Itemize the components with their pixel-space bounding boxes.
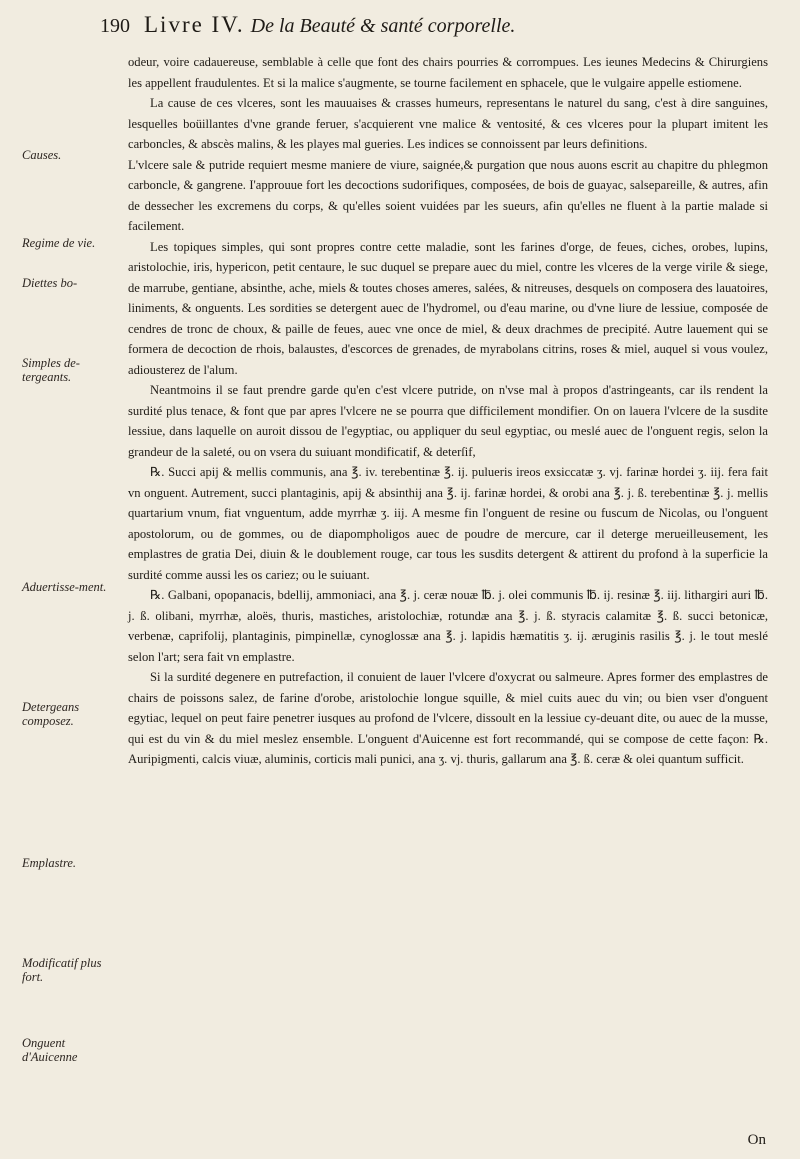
paragraph: ℞. Galbani, opopanacis, bdellij, ammoniaci, ana ℥. j. ceræ nouæ ℔. j. olei communis ℔. ij. resinæ ℥. iij. lithargiri auri ℔. j. ß. olibani, myrrhæ, aloës, thuris, mastiches, aristolochiæ, rotundæ ana ℥. j. ß. styracis calamitæ ℥. ß. succi betonicæ, verbenæ, caprifolij, plantaginis, pimpinellæ, cynoglossæ ana ℥. j. lapidis hæmatitis ʒ. ij. æruginis rasilis ℥. j. le tout meslé selon l'art; sera fait vn emplastre. [128,588,768,664]
paragraph: Neantmoins il se faut prendre garde qu'en c'est vlcere putride, on n'vse mal à propos d'astringeants, car ils rendent la surdité plus tenace, & font que par apres l'vlcere ne se pourra que difficilement mondifier. On on lauera l'vlcere de la susdite lessiue, dans laquelle on auroit dissou de l'egyptiac, ou appliquer du seul egyptiac, ou meslé auec de l'onguent regis, selon la grandeur de la saleté, ou on vsera du suiuant mondificatif, & deterſif, [128,383,768,459]
margin-note: Aduertisse-ment. [22,580,107,594]
margin-note: Modificatif plus fort. [22,956,102,984]
main-text [128,52,768,770]
margin-note: Onguent d'Auicenne [22,1036,78,1064]
margin-note: Simples de-tergeants. [22,356,80,384]
book-title: Livre IV. [144,12,245,37]
margin-note: Detergeans composez. [22,700,80,728]
page-number: 190 [100,15,130,37]
paragraph: Les topiques simples, qui sont propres contre cette maladie, sont les farines d'orge, de feues, ciches, orobes, lupins, aristolochie, iris, hypericon, petit centaure, le suc duquel se prepare auec du miel, contre les vlceres de la verge virile & siege, de marrube, gentiane, absinthe, ache, miels & toutes choses ameres, salées, & nitreuses, desquels on composera des lauatoires, liniments, & onguents. Les sordities se detergent auec de l'hydromel, ou d'eau marine, ou d'vne liure de lessiue, composée de cendres de tronc de choux, & paille de feues, auec vne once de miel, & deux drachmes de precipité. Autre lauement qui se formera de decoction de rhois, balaustes, d'escorces de grenades, de myrabolans citrins, roses & miel, auquel si vous voulez, adiousterez de l'alum. [128,239,768,377]
paragraph: odeur, voire cadauereuse, semblable à celle que font des chairs pourries & corrompues. Les ieunes Medecins & Chirurgiens les appellent fraudulentes. Et si la malice s'augmente, se tourne facilement en sphacele, que le vulgaire appelle estiomene. [128,55,768,90]
paragraph: ℞. Succi apij & mellis communis, ana ℥. iv. terebentinæ ℥. ij. pulueris ireos exsiccatæ ʒ. vj. farinæ hordei ʒ. iij. fera fait vn onguent. Autrement, succi plantaginis, apij & absinthij ana ℥. ij. farinæ hordei, & orobi ana ℥. j. ß. terebentinæ ℥. j. mellis quartarium vnum, fiat vnguentum, adde myrrhæ ʒ. iij. A mesme fin l'onguent de resine ou fuscum de Nicolas, ou l'onguent apostolorum, ou de gommes, ou de diapompholigos auec de poudre de mercure, car il deterge merueilleusement, les emplastres de gratia Dei, diuin & le doublement rouge, car tous les susdits detergent & attirent du profond à la superficie la surdité comme aussi les os cariez; ou le suiuant. [128,465,768,582]
paragraph: La cause de ces vlceres, sont les mauuaises & crasses humeurs, representans le naturel du sang, c'est à dire sanguines, lesquelles boüillantes d'vne grande feruer, s'acquierent vne malice & ventosité, & ces vlceres pour la plupart imitent les carboncles, & abscès malins, & les playes mal gueries. Les indices se connoissent par leurs definitions. [128,96,768,151]
margin-note: Diettes bo- [22,276,78,290]
margin-note: Regime de vie. [22,236,96,250]
paragraph: L'vlcere sale & putride requiert mesme maniere de viure, saignée,& purgation que nous auons escrit au chapitre du phlegmon carboncle, & gangrene. I'approuue fort les decoctions sudorifiques, composées, de bois de guayac, salsepareille, & autres, afin de dessecher les excremens du corps, & qu'elles soient vuidées par les sueurs, afin qu'elles ne fluent à la partie malade si facilement. [128,157,768,233]
margin-note: Causes. [22,148,62,162]
catchword: On [747,1132,766,1148]
running-header [100,12,760,48]
paragraph: Si la surdité degenere en putrefaction, il conuient de lauer l'vlcere d'oxycrat ou salmeure. Apres former des emplastres de chairs de poissons salez, de farine d'orobe, aristolochie longue squille, & miel cuits auec du vin; ou bien vser d'onguent egytiac, lequel on peut faire penetrer iusques au profond de l'vlcere, dissoult en la lessiue cy-deuant dite, ou auec de la musse, qui est du vin & du miel meslez ensemble. L'onguent d'Auicenne est fort recommandé, qui se compose de cette façon: ℞. Auripigmenti, calcis viuæ, aluminis, corticis mali punici, ana ʒ. vj. thuris, gallarum ana ℥. ß. ceræ & olei quantum sufficit. [128,670,768,766]
margin-note: Emplastre. [22,856,77,870]
chapter-title: De la Beauté & santé corporelle. [250,15,516,37]
